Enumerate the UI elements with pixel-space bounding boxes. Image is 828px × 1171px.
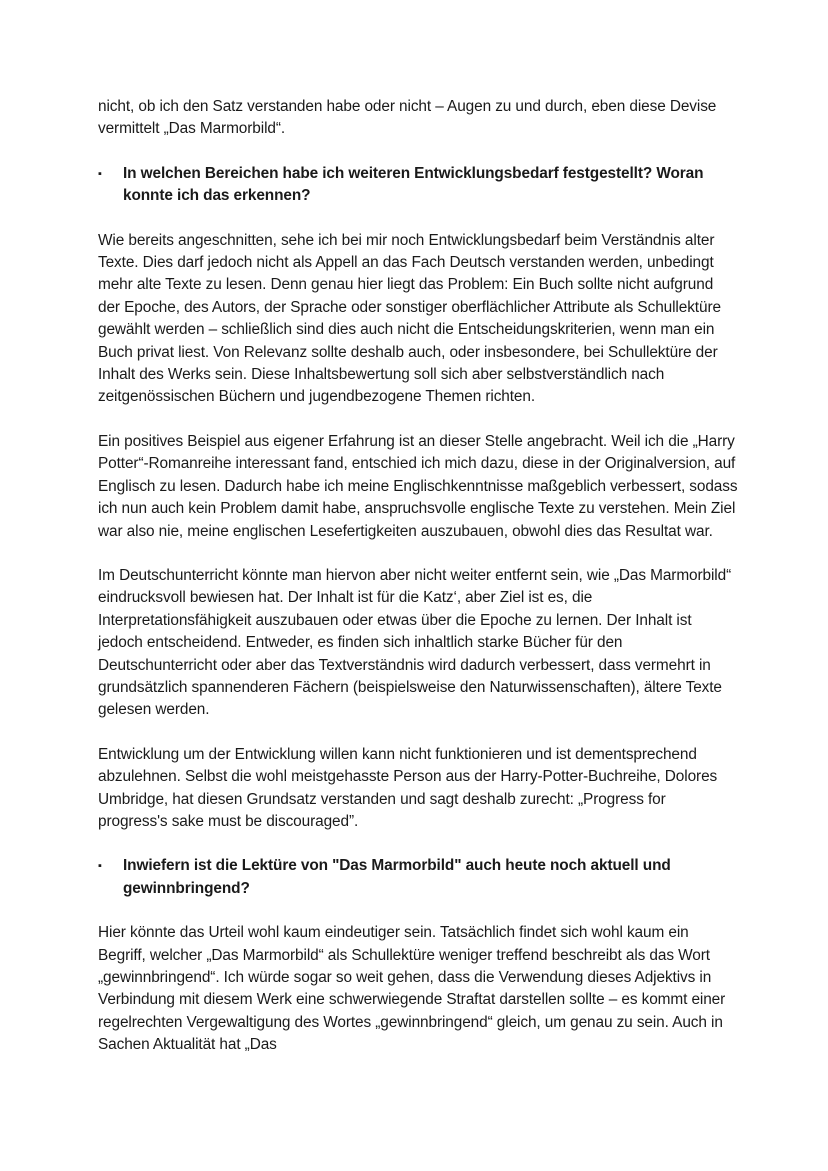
paragraph-verdict: Hier könnte das Urteil wohl kaum eindeutiger sein. Tatsächlich findet sich wohl kaum ein Begriff, welcher „Das Marmorbild“ als Schullektüre weniger treffend beschreibt als das Wort „gewinnbringend“. Ich würde sogar so weit gehen, dass die Verwendung dieses Adjektivs in Verbindung mit diesem Werk eine schwerwiegende Straftat darstellen sollte – es kommt einer regelrechten Vergewaltigung des Wortes „gewinnbringend“ gleich, um genau zu sein. Auch in Sachen Aktualität hat „Das [98, 924, 726, 1054]
question-development-needs [98, 163, 738, 208]
square-bullet-icon: ▪ [98, 167, 102, 180]
paragraph-german-lessons: Im Deutschunterricht könnte man hiervon aber nicht weiter entfernt sein, wie „Das Marmorbild“ eindrucksvoll bewiesen hat. Der Inhalt ist für die Katz‘, aber Ziel ist es, die Interpretationsfähigkeit auszubauen oder etwas über die Epoche zu lernen. Der Inhalt ist jedoch entscheidend. Entweder, es finden sich inhaltlich starke Bücher für den Deutschunterricht oder aber das Textverständnis wird dadurch verbessert, dass vermehrt in grundsätzlich spannenderen Fächern (beispielsweise den Naturwissenschaften), ältere Texte gelesen werden. [98, 566, 732, 719]
question-heading: Inwiefern ist die Lektüre von "Das Marmorbild" auch heute noch aktuell und gewinnbringend? [123, 857, 671, 897]
paragraph-harry-potter-example: Ein positives Beispiel aus eigener Erfahrung ist an dieser Stelle angebracht. Weil ich die „Harry Potter“-Romanreihe interessant fand, entschied ich mich dazu, diese in der Originalversion, auf Englisch zu lesen. Dadurch habe ich meine Englischkenntnisse maßgeblich verbessert, sodass ich nun auch kein Problem damit habe, anspruchsvolle englische Texte zu verstehen. Mein Ziel war also nie, meine englischen Lesefertigkeiten auszubauen, obwohl dies das Resultat war. [98, 432, 738, 540]
question-relevance [98, 855, 738, 900]
square-bullet-icon: ▪ [98, 860, 102, 873]
paragraph-progress-quote: Entwicklung um der Entwicklung willen kann nicht funktionieren und ist dementsprechend abzulehnen. Selbst die wohl meistgehasste Person aus der Harry-Potter-Buchreihe, Dolores Umbridge, hat diesen Grundsatz verstanden und sagt deshalb zurecht: „Progress for progress's sake must be discouraged”. [98, 745, 718, 830]
paragraph-old-texts: Wie bereits angeschnitten, sehe ich bei mir noch Entwicklungsbedarf beim Verständnis alter Texte. Dies darf jedoch nicht als Appell an das Fach Deutsch verstanden werden, unbedingt mehr alte Texte zu lesen. Denn genau hier liegt das Problem: Ein Buch sollte nicht aufgrund der Epoche, des Autors, der Sprache oder sonstiger oberflächlicher Attribute als Schullektüre gewählt werden – schließlich sind dies auch nicht die Entscheidungskriterien, wenn man ein Buch privat liest. Von Relevanz sollte deshalb auch, oder insbesondere, bei Schullektüre der Inhalt des Werks sein. Diese Inhaltsbewertung soll sich aber selbstverständlich nach zeitgenössischen Büchern und jugendbezogene Themen richten. [98, 231, 721, 406]
question-heading: In welchen Bereichen habe ich weiteren Entwicklungsbedarf festgestellt? Woran konnte ich das erkennen? [123, 164, 704, 205]
paragraph-intro-continuation: nicht, ob ich den Satz verstanden habe oder nicht – Augen zu und durch, eben diese Devise vermittelt „Das Marmorbild“. [98, 98, 717, 138]
document-page [98, 96, 738, 1057]
